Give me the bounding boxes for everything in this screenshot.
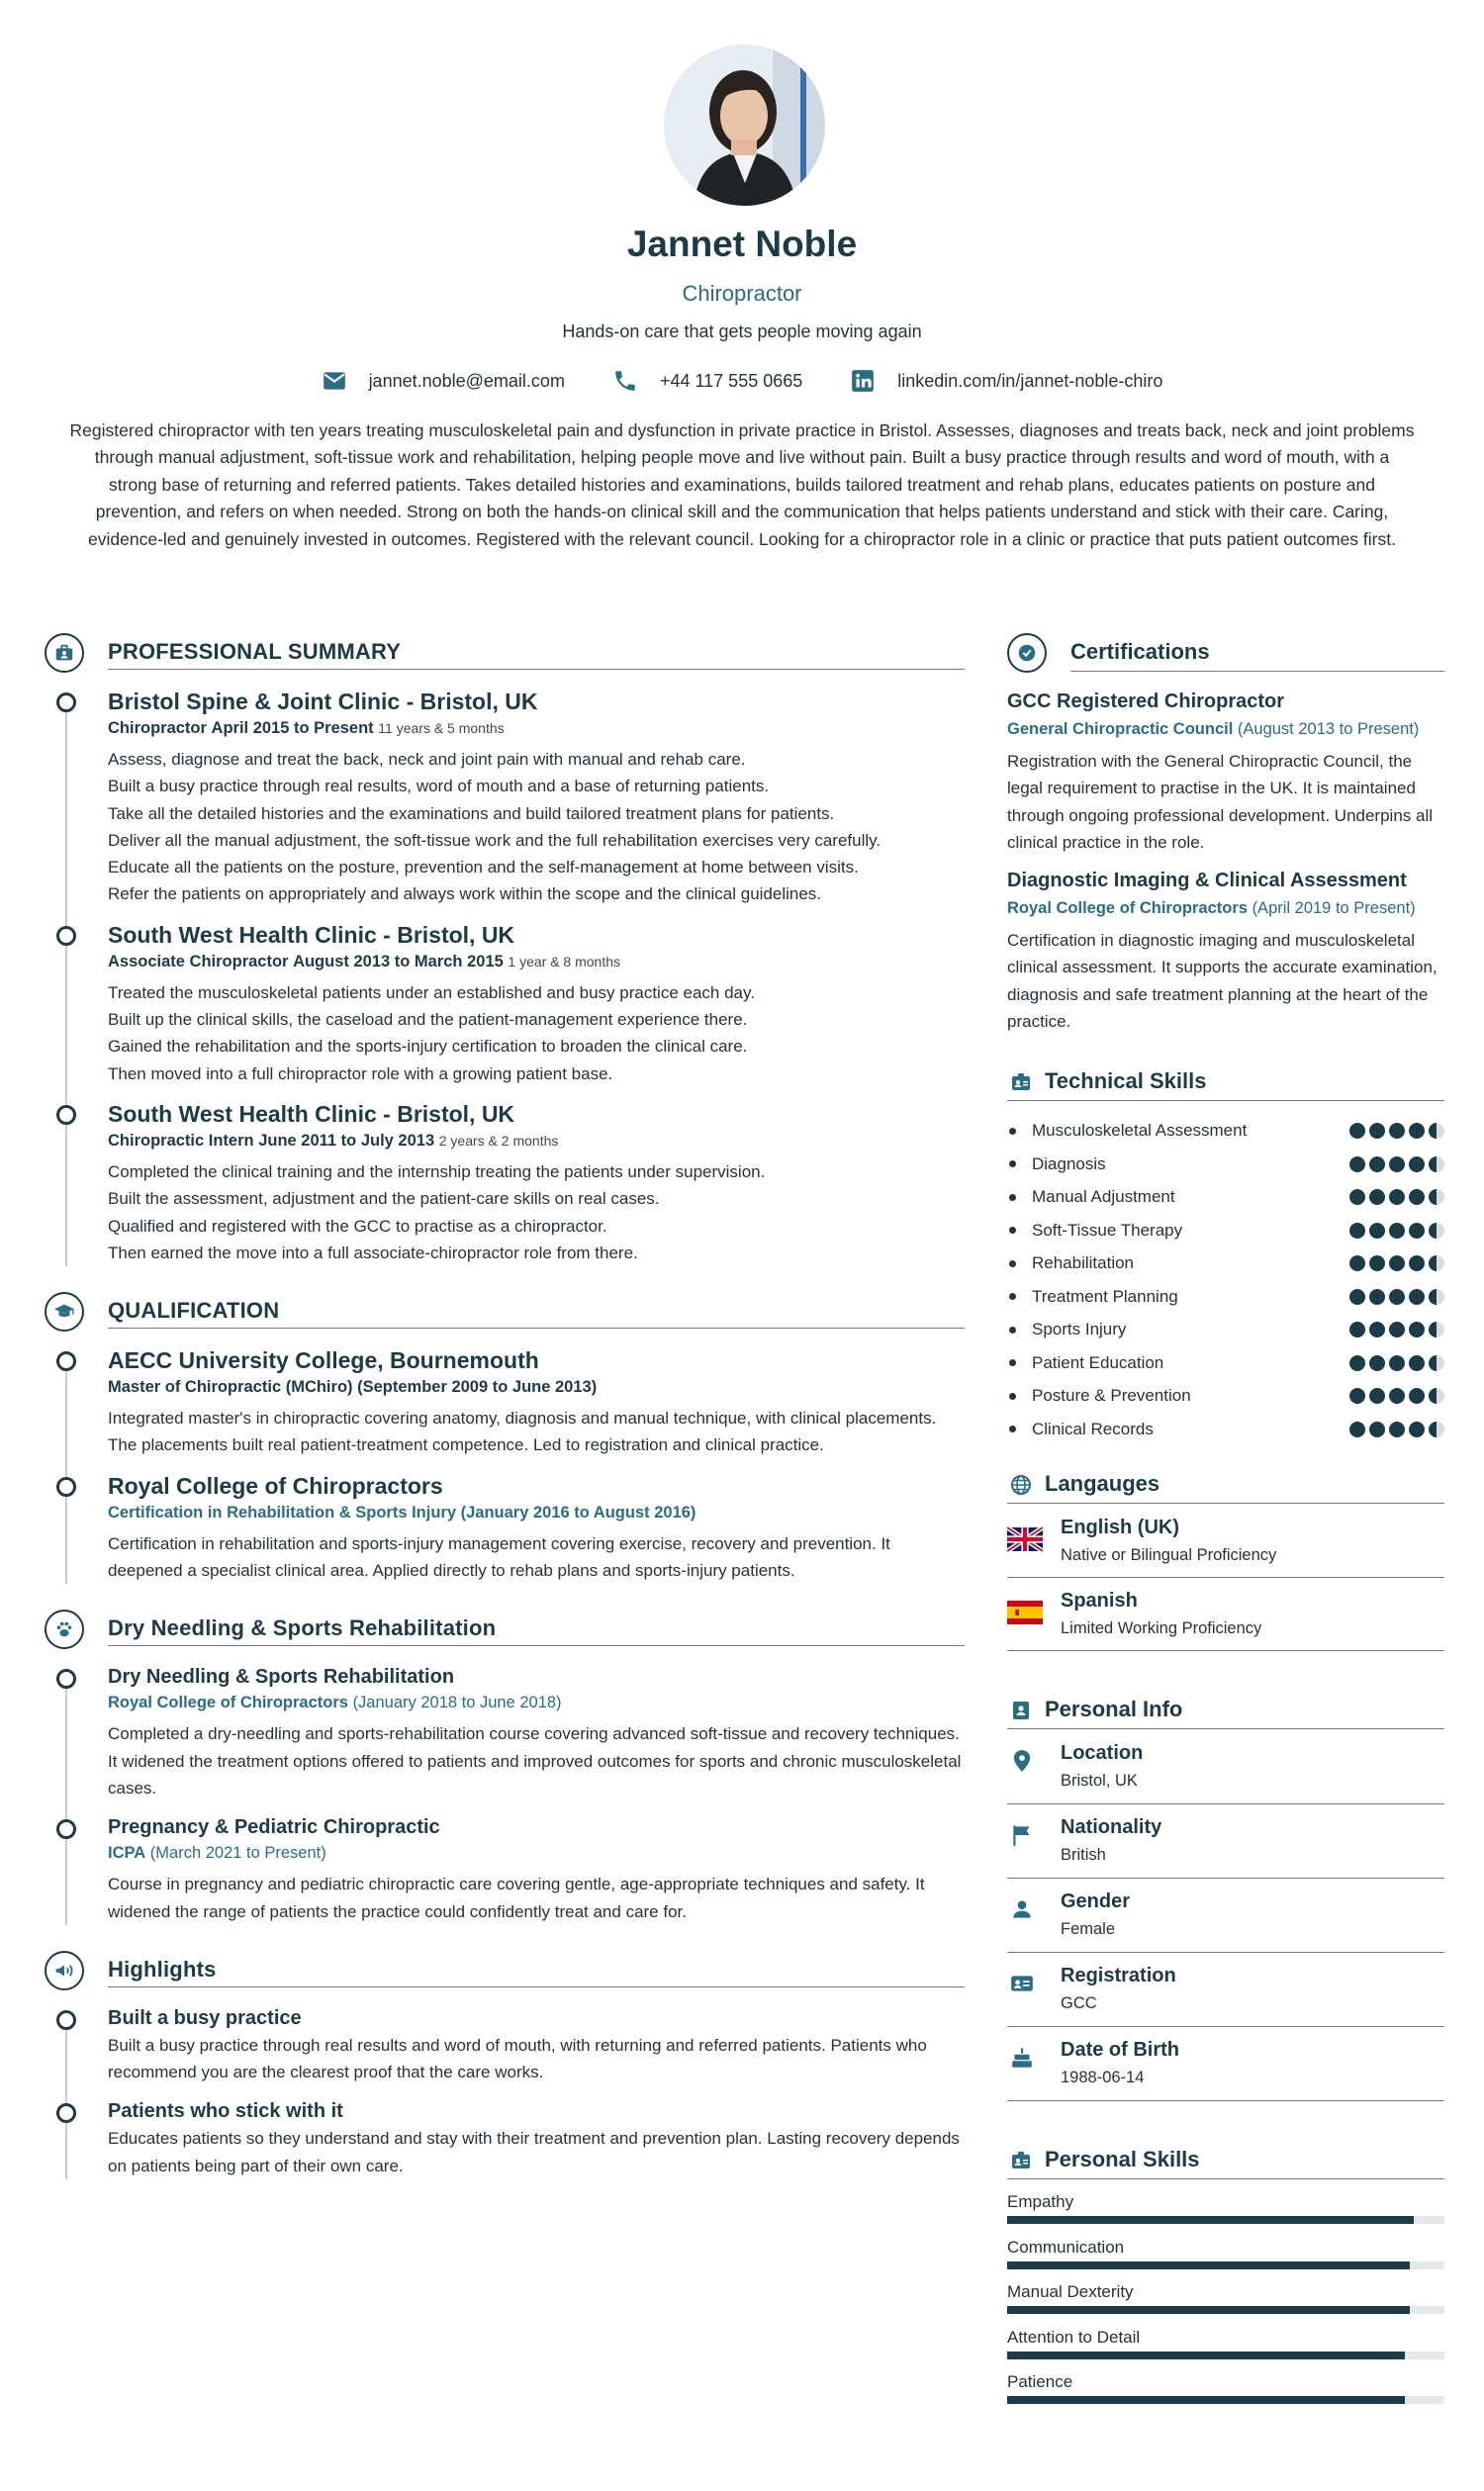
profile-summary: Registered chiropractor with ten years treating musculoskeletal pain and dysfunction in private practice in Bristol. Assesses, diagnoses and treats back, neck and joint problems through manual adjustment, soft-tissue work and rehabilitation, helping people move and live without pain. Built a busy practice through results and word of mouth, with a strong base of returning and referred patients. Takes detailed histories and examinations, builds tailored treatment and rehab plans, educates patients on posture and prevention, and refers on when needed. Strong on both the hands-on clinical skill and the communication that helps patients understand and stick with their care. Caring, evidence-led and genuinely invested in outcomes. Registered with the relevant council. Looking for a chiropractor role in a clinic or practice that puts patient outcomes first. bbox=[69, 420, 1415, 549]
skill-bar-fill bbox=[1007, 2216, 1414, 2224]
skill-bar-fill bbox=[1007, 2261, 1410, 2269]
course-entry bbox=[108, 1813, 965, 1925]
contact-email[interactable] bbox=[322, 368, 565, 394]
technical-skill-row bbox=[1007, 1246, 1444, 1280]
technical-skill bbox=[1007, 1187, 1175, 1207]
duty-line: Assess, diagnose and treat the back, neck and joint pain with manual and rehab care. bbox=[108, 750, 746, 769]
rating-dot bbox=[1389, 1322, 1405, 1338]
certification-title: Diagnostic Imaging & Clinical Assessment bbox=[1007, 870, 1407, 892]
experience-entry bbox=[108, 687, 965, 908]
section-title: Dry Needling & Sports Rehabilitation bbox=[108, 1615, 497, 1641]
technical-skills-list bbox=[1007, 1114, 1444, 1445]
language-item bbox=[1007, 1505, 1444, 1578]
skill-rating bbox=[1349, 1422, 1444, 1437]
rating-dot bbox=[1369, 1289, 1385, 1305]
rating-dot bbox=[1349, 1388, 1365, 1404]
course-org: Royal College of Chiropractors bbox=[108, 1694, 348, 1712]
duty-line: Built a busy practice through real results, word of mouth and a base of returning patients. bbox=[108, 777, 770, 796]
rating-dot bbox=[1389, 1223, 1405, 1239]
skill-bar-track bbox=[1007, 2396, 1444, 2404]
certification-entry bbox=[1007, 687, 1444, 856]
personal-skill bbox=[1007, 2280, 1444, 2326]
highlight-entry bbox=[108, 2097, 965, 2179]
contact-email-text: jannet.noble@email.com bbox=[368, 370, 565, 391]
info-label: Location bbox=[1061, 1742, 1144, 1765]
contact-phone[interactable] bbox=[612, 368, 802, 394]
job-duration: 2 years & 2 months bbox=[438, 1132, 559, 1149]
rating-dot bbox=[1389, 1255, 1405, 1271]
rating-dot bbox=[1369, 1123, 1385, 1139]
rating-dot bbox=[1409, 1289, 1425, 1305]
bullet-icon bbox=[1009, 1260, 1016, 1267]
rating-dot bbox=[1389, 1123, 1405, 1139]
technical-skill bbox=[1007, 1353, 1163, 1373]
skill-bar-track bbox=[1007, 2352, 1444, 2359]
section-title: Personal Skills bbox=[1045, 2147, 1200, 2172]
rating-dot bbox=[1389, 1355, 1405, 1371]
rating-dot bbox=[1369, 1355, 1385, 1371]
info-label: Nationality bbox=[1061, 1816, 1162, 1839]
duty-line: Completed the clinical training and the internship treating the patients under supervision. bbox=[108, 1161, 766, 1181]
skill-bar-track bbox=[1007, 2261, 1444, 2269]
rating-dot bbox=[1409, 1189, 1425, 1205]
personal-skill-label: Communication bbox=[1007, 2237, 1125, 2257]
phone-icon bbox=[612, 368, 638, 394]
timeline-dot bbox=[56, 1819, 76, 1839]
info-gender bbox=[1007, 1879, 1444, 1953]
section-title: Certifications bbox=[1070, 639, 1210, 664]
rating-dot bbox=[1349, 1289, 1365, 1305]
paw-icon bbox=[45, 1610, 84, 1649]
skill-rating bbox=[1349, 1189, 1444, 1205]
info-label: Gender bbox=[1061, 1891, 1131, 1913]
certification-entry bbox=[1007, 866, 1444, 1035]
experience-entry bbox=[108, 1099, 965, 1266]
course-dates: (March 2021 to Present) bbox=[149, 1844, 326, 1863]
bullet-icon bbox=[1009, 1227, 1016, 1234]
bullet-icon bbox=[1009, 1327, 1016, 1334]
rating-dot bbox=[1349, 1123, 1365, 1139]
info-value: Female bbox=[1061, 1920, 1116, 1939]
rating-dot bbox=[1369, 1322, 1385, 1338]
technical-skill bbox=[1007, 1221, 1182, 1241]
course-org: ICPA bbox=[108, 1844, 146, 1863]
job-meta bbox=[108, 950, 965, 973]
timeline-dot bbox=[56, 1105, 76, 1125]
section-divider bbox=[1070, 671, 1444, 672]
candidate-name: Jannet Noble bbox=[626, 224, 858, 264]
rating-dot bbox=[1429, 1289, 1444, 1305]
section-title: QUALIFICATION bbox=[108, 1298, 280, 1324]
personal-skill bbox=[1007, 2190, 1444, 2236]
rating-dot bbox=[1369, 1223, 1385, 1239]
job-period: August 2013 to March 2015 bbox=[293, 952, 504, 970]
bullet-icon bbox=[1009, 1194, 1016, 1201]
rating-dot bbox=[1429, 1422, 1444, 1437]
linkedin-icon bbox=[850, 368, 876, 394]
rating-dot bbox=[1349, 1156, 1365, 1172]
skill-rating bbox=[1349, 1156, 1444, 1172]
personal-skill-label: Empathy bbox=[1007, 2192, 1074, 2212]
rating-dot bbox=[1369, 1255, 1385, 1271]
technical-skill-label: Musculoskeletal Assessment bbox=[1032, 1121, 1248, 1141]
technical-skill-label: Soft-Tissue Therapy bbox=[1032, 1220, 1183, 1240]
skill-rating bbox=[1349, 1355, 1444, 1371]
certification-org: Royal College of Chiropractors bbox=[1007, 899, 1248, 918]
left-column bbox=[45, 633, 965, 2205]
bullet-icon bbox=[1009, 1393, 1016, 1400]
course-dates: (January 2018 to June 2018) bbox=[352, 1694, 562, 1712]
rating-dot bbox=[1409, 1123, 1425, 1139]
qualification-entry bbox=[108, 1345, 965, 1459]
job-meta bbox=[108, 716, 965, 740]
skill-bar-track bbox=[1007, 2216, 1444, 2224]
rating-dot bbox=[1369, 1422, 1385, 1437]
technical-skill-label: Patient Education bbox=[1032, 1352, 1164, 1372]
technical-skill bbox=[1007, 1386, 1191, 1406]
rating-dot bbox=[1349, 1223, 1365, 1239]
qualification-description: Certification in rehabilitation and sports-injury management covering exercise, recovery and prevention. It deepened a specialist clinical area. Applied directly to rehab plans and sports-injury patients. bbox=[108, 1533, 890, 1581]
technical-skill-row bbox=[1007, 1313, 1444, 1346]
rating-dot bbox=[1409, 1388, 1425, 1404]
duty-line: Gained the rehabilitation and the sports-injury certification to broaden the clinical care. bbox=[108, 1037, 748, 1057]
personal-skills-section bbox=[1007, 2141, 1444, 2416]
language-level: Limited Working Proficiency bbox=[1061, 1619, 1262, 1638]
bullet-icon bbox=[1009, 1426, 1016, 1432]
employer: South West Health Clinic - Bristol, UK bbox=[108, 921, 515, 948]
timeline-dot bbox=[56, 2103, 76, 2123]
technical-skill bbox=[1007, 1253, 1134, 1273]
info-value: British bbox=[1061, 1846, 1106, 1865]
section-title: Personal Info bbox=[1045, 1697, 1183, 1722]
language-name: Spanish bbox=[1061, 1590, 1138, 1613]
technical-skill bbox=[1007, 1287, 1178, 1307]
duty-line: Educate all the patients on the posture, prevention and the self-management at home between visits. bbox=[108, 858, 859, 877]
timeline-dot bbox=[56, 692, 76, 712]
technical-skill bbox=[1007, 1121, 1247, 1141]
rating-dot bbox=[1429, 1123, 1444, 1139]
course-description: Completed a dry-needling and sports-rehabilitation course covering advanced soft-tissue and recovery techniques. It widened the treatment options offered to patients and improved outcomes for sports and chronic musculoskeletal cases. bbox=[108, 1724, 962, 1798]
rating-dot bbox=[1349, 1355, 1365, 1371]
globe-icon bbox=[1007, 1471, 1035, 1499]
job-period: June 2011 to July 2013 bbox=[258, 1131, 435, 1150]
section-divider bbox=[1007, 1100, 1444, 1101]
course-meta bbox=[108, 1841, 965, 1865]
section-title: Langauges bbox=[1045, 1471, 1160, 1497]
technical-skill-row bbox=[1007, 1148, 1444, 1181]
job-duties bbox=[108, 1158, 965, 1266]
contact-bar bbox=[0, 368, 1484, 394]
personal-info-section bbox=[1007, 1691, 1444, 2101]
certification-meta bbox=[1007, 716, 1444, 742]
contact-phone-text: +44 117 555 0665 bbox=[659, 370, 803, 391]
rating-dot bbox=[1429, 1255, 1444, 1271]
technical-skill-row bbox=[1007, 1214, 1444, 1247]
degree-text: Master of Chiropractic (MChiro) (September 2009 to June 2013) bbox=[108, 1378, 598, 1397]
personal-skill bbox=[1007, 2236, 1444, 2281]
personal-skill-label: Manual Dexterity bbox=[1007, 2282, 1134, 2302]
right-column bbox=[1007, 633, 1444, 2416]
job-meta bbox=[108, 1129, 965, 1153]
certification-title: GCC Registered Chiropractor bbox=[1007, 691, 1285, 712]
certification-description: Certification in diagnostic imaging and musculoskeletal clinical assessment. It supports the accurate examination, diagnosis and safe treatment planning at the heart of the practice. bbox=[1007, 931, 1438, 1032]
qualification-timeline bbox=[45, 1345, 965, 1584]
courses-section bbox=[45, 1610, 965, 1924]
experience-timeline bbox=[45, 687, 965, 1266]
id-badge-icon bbox=[1007, 2147, 1035, 2174]
personal-skill bbox=[1007, 2370, 1444, 2416]
personal-skills-list bbox=[1007, 2190, 1444, 2416]
rating-dot bbox=[1389, 1156, 1405, 1172]
job-position: Chiropractic Intern bbox=[108, 1131, 254, 1150]
uk-flag-icon bbox=[1007, 1526, 1043, 1552]
certification-org: General Chiropractic Council bbox=[1007, 720, 1234, 738]
id-card-icon bbox=[1009, 1971, 1035, 1996]
course-title: Dry Needling & Sports Rehabilitation bbox=[108, 1666, 455, 1689]
degree-text: Certification in Rehabilitation & Sports Injury (January 2016 to August 2016) bbox=[108, 1503, 696, 1522]
highlight-title: Built a busy practice bbox=[108, 2006, 302, 2029]
course-entry bbox=[108, 1663, 965, 1801]
info-value: 1988-06-14 bbox=[1061, 2069, 1145, 2087]
course-description: Course in pregnancy and pediatric chiropractic care covering gentle, age-appropriate techniques and safety. It widened the range of patients the practice could confidently treat and care for. bbox=[108, 1875, 925, 1921]
rating-dot bbox=[1429, 1388, 1444, 1404]
technical-skill-label: Treatment Planning bbox=[1032, 1286, 1178, 1306]
rating-dot bbox=[1369, 1388, 1385, 1404]
experience-entry bbox=[108, 920, 965, 1087]
job-duties bbox=[108, 979, 965, 1087]
contact-linkedin[interactable] bbox=[850, 368, 1162, 394]
skill-rating bbox=[1349, 1123, 1444, 1139]
course-title: Pregnancy & Pediatric Chiropractic bbox=[108, 1816, 440, 1839]
spain-flag-icon bbox=[1007, 1600, 1043, 1625]
rating-dot bbox=[1389, 1289, 1405, 1305]
rating-dot bbox=[1389, 1189, 1405, 1205]
technical-skill-label: Rehabilitation bbox=[1032, 1253, 1135, 1273]
language-item bbox=[1007, 1578, 1444, 1651]
degree bbox=[108, 1375, 965, 1399]
skill-rating bbox=[1349, 1255, 1444, 1271]
section-divider bbox=[1007, 1728, 1444, 1729]
technical-skills-section bbox=[1007, 1062, 1444, 1445]
technical-skill-row bbox=[1007, 1413, 1444, 1446]
personal-skill bbox=[1007, 2326, 1444, 2371]
employer: South West Health Clinic - Bristol, UK bbox=[108, 1100, 515, 1127]
certification-description: Registration with the General Chiropractic Council, the legal requirement to practise in the UK. It is maintained through ongoing professional development. Underpins all clinical practice in the role. bbox=[1007, 752, 1434, 852]
rating-dot bbox=[1369, 1189, 1385, 1205]
contact-card-icon bbox=[1007, 1697, 1035, 1724]
rating-dot bbox=[1369, 1156, 1385, 1172]
highlight-entry bbox=[108, 2004, 965, 2086]
rating-dot bbox=[1409, 1355, 1425, 1371]
highlight-title: Patients who stick with it bbox=[108, 2100, 343, 2123]
info-label: Registration bbox=[1061, 1965, 1176, 1987]
section-title: Highlights bbox=[108, 1956, 217, 1982]
email-icon bbox=[322, 368, 347, 394]
technical-skill bbox=[1007, 1420, 1154, 1439]
cake-icon bbox=[1009, 2045, 1035, 2071]
employer: Bristol Spine & Joint Clinic - Bristol, UK bbox=[108, 689, 538, 714]
rating-dot bbox=[1349, 1322, 1365, 1338]
highlight-description: Built a busy practice through real results and word of mouth, with returning and referred patients. Patients who recommend you are the clearest proof that the care works. bbox=[108, 2035, 927, 2082]
qualification-section bbox=[45, 1292, 965, 1584]
skill-rating bbox=[1349, 1223, 1444, 1239]
rating-dot bbox=[1429, 1355, 1444, 1371]
certification-dates: (April 2019 to Present) bbox=[1252, 899, 1416, 918]
certification-dates: (August 2013 to Present) bbox=[1237, 720, 1420, 738]
duty-line: Treated the musculoskeletal patients under an established and busy practice each day. bbox=[108, 982, 755, 1002]
skill-bar-fill bbox=[1007, 2396, 1405, 2404]
flag-icon bbox=[1009, 1822, 1035, 1848]
duty-line: Take all the detailed histories and the examinations and build tailored treatment plans for patients. bbox=[108, 803, 835, 823]
technical-skill-label: Diagnosis bbox=[1032, 1153, 1106, 1173]
info-value: GCC bbox=[1061, 1994, 1097, 2013]
certifications-section bbox=[1007, 633, 1444, 1035]
languages-section bbox=[1007, 1465, 1444, 1651]
technical-skill-row bbox=[1007, 1180, 1444, 1214]
duty-line: Qualified and registered with the GCC to practise as a chiropractor. bbox=[108, 1216, 607, 1236]
candidate-tagline: Hands-on care that gets people moving again bbox=[562, 322, 922, 341]
job-duration: 1 year & 8 months bbox=[508, 953, 621, 969]
location-pin-icon bbox=[1009, 1748, 1035, 1774]
info-location bbox=[1007, 1730, 1444, 1804]
profile-photo bbox=[664, 45, 825, 206]
contact-linkedin-text: linkedin.com/in/jannet-noble-chiro bbox=[897, 370, 1163, 391]
skill-rating bbox=[1349, 1289, 1444, 1305]
rating-dot bbox=[1409, 1223, 1425, 1239]
certification-meta bbox=[1007, 895, 1444, 921]
language-name: English (UK) bbox=[1061, 1517, 1179, 1539]
technical-skill-label: Posture & Prevention bbox=[1032, 1386, 1191, 1406]
megaphone-icon bbox=[45, 1951, 84, 1990]
section-divider bbox=[1007, 2178, 1444, 2179]
institution: AECC University College, Bournemouth bbox=[108, 1347, 539, 1374]
rating-dot bbox=[1429, 1156, 1444, 1172]
technical-skill-label: Sports Injury bbox=[1032, 1320, 1127, 1339]
info-label: Date of Birth bbox=[1061, 2039, 1179, 2062]
technical-skill-row bbox=[1007, 1280, 1444, 1314]
job-position: Associate Chiropractor bbox=[108, 952, 289, 970]
rating-dot bbox=[1389, 1388, 1405, 1404]
technical-skill-row bbox=[1007, 1346, 1444, 1380]
rating-dot bbox=[1429, 1322, 1444, 1338]
skill-bar-fill bbox=[1007, 2352, 1405, 2359]
rating-dot bbox=[1409, 1322, 1425, 1338]
section-divider bbox=[108, 1328, 965, 1329]
experience-section bbox=[45, 633, 965, 1266]
rating-dot bbox=[1389, 1422, 1405, 1437]
rating-dot bbox=[1429, 1189, 1444, 1205]
timeline-dot bbox=[56, 1351, 76, 1371]
info-dob bbox=[1007, 2027, 1444, 2101]
technical-skill bbox=[1007, 1320, 1126, 1339]
info-registration bbox=[1007, 1953, 1444, 2027]
section-divider bbox=[108, 1645, 965, 1646]
skill-bar-track bbox=[1007, 2306, 1444, 2314]
duty-line: Then moved into a full chiropractor role with a growing patient base. bbox=[108, 1063, 613, 1083]
briefcase-user-icon bbox=[45, 633, 84, 673]
candidate-role: Chiropractor bbox=[682, 281, 802, 306]
timeline-dot bbox=[56, 1477, 76, 1497]
duty-line: Built up the clinical skills, the caseload and the patient-management experience there. bbox=[108, 1010, 748, 1030]
timeline-dot bbox=[56, 1669, 76, 1689]
timeline-dot bbox=[56, 2010, 76, 2030]
id-badge-icon bbox=[1007, 1068, 1035, 1096]
personal-skill-label: Patience bbox=[1007, 2372, 1073, 2392]
duty-line: Then earned the move into a full associate-chiropractor role from there. bbox=[108, 1243, 638, 1262]
badge-check-icon bbox=[1007, 633, 1047, 673]
rating-dot bbox=[1409, 1156, 1425, 1172]
job-duration: 11 years & 5 months bbox=[378, 720, 505, 736]
rating-dot bbox=[1349, 1255, 1365, 1271]
technical-skill-label: Manual Adjustment bbox=[1032, 1187, 1175, 1207]
rating-dot bbox=[1429, 1223, 1444, 1239]
technical-skill bbox=[1007, 1154, 1106, 1174]
bullet-icon bbox=[1009, 1293, 1016, 1300]
qualification-description: Integrated master's in chiropractic covering anatomy, diagnosis and manual technique, with clinical placements. The placements built real patient-treatment competence. Led to registration and clinical practice. bbox=[108, 1409, 937, 1455]
section-divider bbox=[108, 1986, 965, 1987]
rating-dot bbox=[1409, 1422, 1425, 1437]
rating-dot bbox=[1349, 1189, 1365, 1205]
info-nationality bbox=[1007, 1804, 1444, 1879]
technical-skill-row bbox=[1007, 1379, 1444, 1413]
course-meta bbox=[108, 1691, 965, 1714]
technical-skill-row bbox=[1007, 1114, 1444, 1148]
duty-line: Built the assessment, adjustment and the patient-care skills on real cases. bbox=[108, 1189, 660, 1209]
section-divider bbox=[108, 669, 965, 670]
institution: Royal College of Chiropractors bbox=[108, 1472, 443, 1499]
qualification-entry bbox=[108, 1471, 965, 1585]
person-icon bbox=[1009, 1896, 1035, 1922]
skill-rating bbox=[1349, 1388, 1444, 1404]
rating-dot bbox=[1409, 1255, 1425, 1271]
job-duties bbox=[108, 746, 965, 908]
timeline-dot bbox=[56, 926, 76, 946]
info-value: Bristol, UK bbox=[1061, 1772, 1138, 1791]
section-title: PROFESSIONAL SUMMARY bbox=[108, 639, 402, 664]
section-divider bbox=[1007, 1503, 1444, 1504]
job-position: Chiropractor bbox=[108, 719, 207, 737]
highlights-section bbox=[45, 1951, 965, 2179]
section-title: Technical Skills bbox=[1045, 1068, 1207, 1094]
job-period: April 2015 to Present bbox=[211, 719, 374, 737]
degree bbox=[108, 1501, 965, 1524]
bullet-icon bbox=[1009, 1160, 1016, 1167]
highlight-description: Educates patients so they understand and stay with their treatment and prevention plan. Lasting recovery depends on patients being part of their own care. bbox=[108, 2129, 960, 2175]
duty-line: Refer the patients on appropriately and always work within the scope and the clinical guidelines. bbox=[108, 884, 822, 904]
bullet-icon bbox=[1009, 1128, 1016, 1135]
rating-dot bbox=[1349, 1422, 1365, 1437]
highlights-timeline bbox=[45, 2004, 965, 2179]
technical-skill-label: Clinical Records bbox=[1032, 1419, 1154, 1438]
courses-timeline bbox=[45, 1663, 965, 1924]
skill-rating bbox=[1349, 1322, 1444, 1338]
skill-bar-fill bbox=[1007, 2306, 1410, 2314]
language-level: Native or Bilingual Proficiency bbox=[1061, 1546, 1277, 1565]
bullet-icon bbox=[1009, 1359, 1016, 1366]
profile-photo-illustration bbox=[664, 45, 825, 206]
graduation-cap-icon bbox=[45, 1292, 84, 1332]
duty-line: Deliver all the manual adjustment, the soft-tissue work and the full rehabilitation exercises very carefully. bbox=[108, 830, 881, 850]
personal-skill-label: Attention to Detail bbox=[1007, 2327, 1141, 2347]
